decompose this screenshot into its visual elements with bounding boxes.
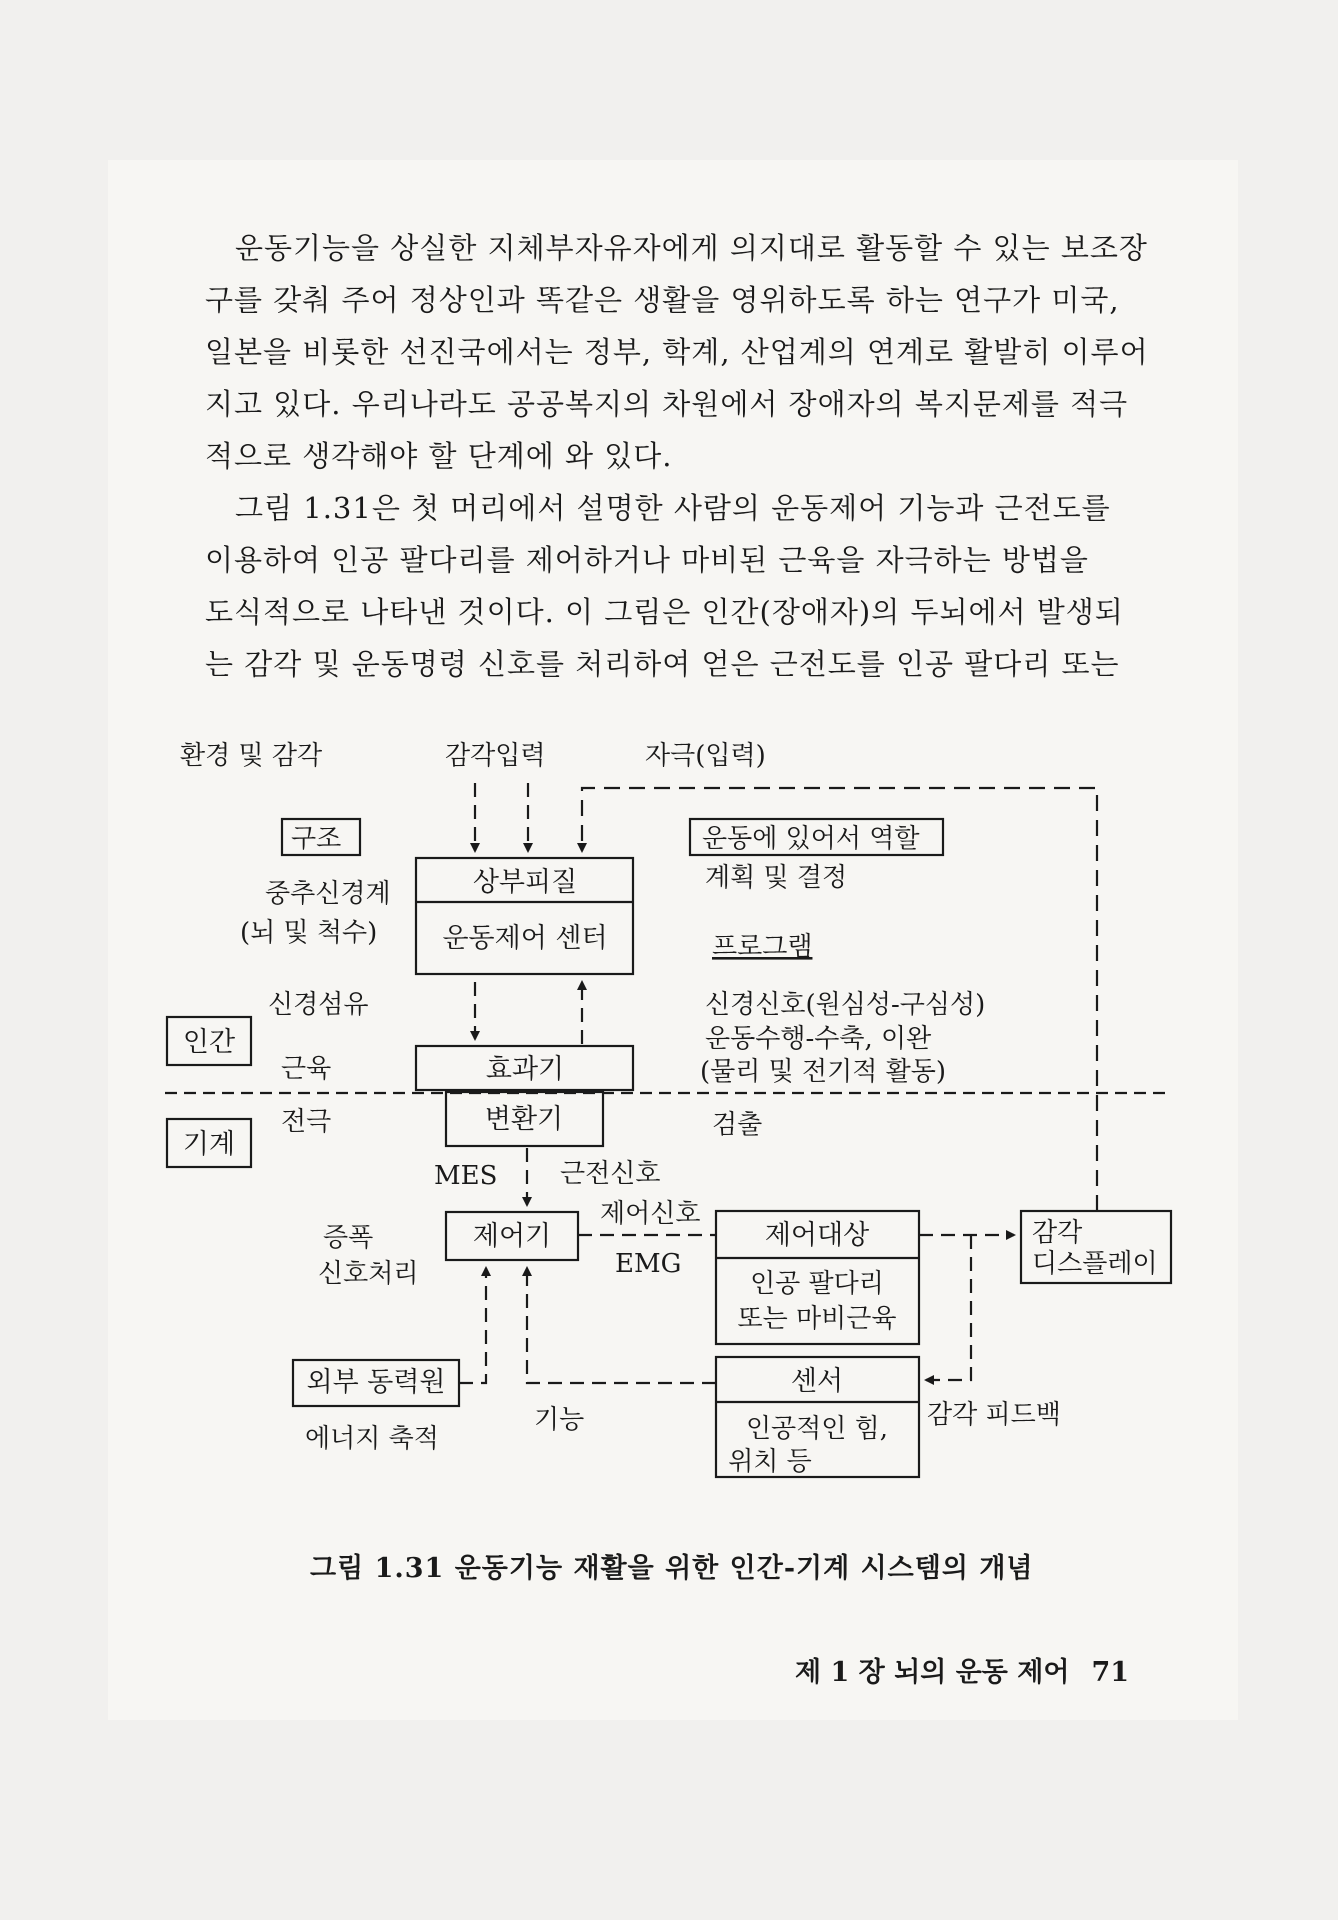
muscle-label: 근육 [281, 1054, 332, 1084]
role-label: 운동에 있어서 역할 [702, 824, 920, 854]
transducer-label: 변환기 [484, 1104, 564, 1135]
electrode-label: 전극 [281, 1107, 332, 1137]
emg-label: EMG [615, 1249, 682, 1279]
mes-label: MES [434, 1161, 498, 1191]
planning-label: 계획 및 결정 [705, 863, 848, 893]
cns-label-2: (뇌 및 척수) [240, 918, 378, 948]
sensory-input-label: 감각입력 [445, 741, 546, 771]
artificial-force-label: 인공적인 힘, [745, 1414, 889, 1444]
machine-label: 기계 [182, 1129, 236, 1160]
sensory-feedback-line [926, 1235, 971, 1380]
paragraph-line: 이용하여 인공 팔다리를 제어하거나 마비된 근육을 자극하는 방법을 [205, 543, 1089, 577]
human-label: 인간 [182, 1027, 236, 1058]
emg-signal-label: 근전신호 [560, 1159, 661, 1189]
upper-cortex-label: 상부피질 [472, 867, 578, 898]
signal-processing-label: 신호처리 [318, 1259, 419, 1289]
effector-label: 효과기 [485, 1054, 565, 1085]
controller-label: 제어기 [472, 1221, 552, 1252]
nerve-fiber-label: 신경섬유 [268, 990, 369, 1020]
function-label: 기능 [534, 1405, 585, 1435]
page-number: 71 [1091, 1657, 1130, 1688]
external-power-label: 외부 동력원 [306, 1367, 446, 1398]
figure-caption: 그림 1.31 운동기능 재활을 위한 인간-기계 시스템의 개념 [310, 1553, 1034, 1584]
page-footer [795, 1650, 1129, 1689]
amp-label: 증폭 [323, 1223, 374, 1253]
paragraph-line: 는 감각 및 운동명령 신호를 처리하여 얻은 근전도를 인공 팔다리 또는 [205, 647, 1120, 681]
paragraph-line: 운동기능을 상실한 지체부자유자에게 의지대로 활동할 수 있는 보조장 [235, 231, 1148, 265]
sensory-display-label: 감각 [1032, 1218, 1083, 1248]
control-target-label: 제어대상 [764, 1220, 870, 1251]
paralyzed-muscle-label: 또는 마비근육 [737, 1304, 897, 1334]
detection-label: 검출 [712, 1110, 763, 1140]
position-label: 위치 등 [728, 1447, 812, 1477]
energy-storage-label: 에너지 축적 [305, 1424, 439, 1454]
sensor-label: 센서 [790, 1366, 844, 1397]
function-feedback-line [527, 1268, 716, 1383]
chapter-title: 제 1 장 뇌의 운동 제어 [795, 1657, 1070, 1688]
paragraph-line: 적으로 생각해야 할 단계에 와 있다. [205, 439, 673, 473]
physical-electrical-label: (물리 및 전기적 활동) [700, 1057, 947, 1087]
env-sense-label: 환경 및 감각 [180, 741, 323, 771]
control-signal-label: 제어신호 [600, 1199, 701, 1229]
stimulus-input-label: 자극(입력) [645, 741, 766, 771]
paragraph-line: 일본을 비롯한 선진국에서는 정부, 학계, 산업계의 연계로 활발히 이루어 [205, 335, 1149, 369]
neural-signal-label: 신경신호(원심성-구심성) [705, 990, 986, 1020]
cns-label: 중추신경계 [265, 879, 391, 909]
paragraph-line: 그림 1.31은 첫 머리에서 설명한 사람의 운동제어 기능과 근전도를 [235, 491, 1111, 525]
sensory-feedback-label: 감각 피드백 [927, 1400, 1061, 1430]
paragraph-line: 도식적으로 나타낸 것이다. 이 그림은 인간(장애자)의 두뇌에서 발생되 [205, 595, 1124, 629]
paragraph-line: 구를 갖춰 주어 정상인과 똑같은 생활을 영위하도록 하는 연구가 미국, [205, 283, 1120, 317]
motor-exec-label: 운동수행-수축, 이완 [705, 1024, 932, 1054]
motor-center-label: 운동제어 센터 [442, 923, 608, 954]
structure-label: 구조 [291, 824, 342, 854]
paragraph-line: 지고 있다. 우리나라도 공공복지의 차원에서 장애자의 복지문제를 적극 [205, 387, 1129, 421]
power-line [459, 1268, 486, 1383]
program-label: 프로그램 [712, 932, 813, 962]
display-label: 디스플레이 [1032, 1249, 1158, 1279]
prosthesis-label: 인공 팔다리 [750, 1269, 884, 1299]
